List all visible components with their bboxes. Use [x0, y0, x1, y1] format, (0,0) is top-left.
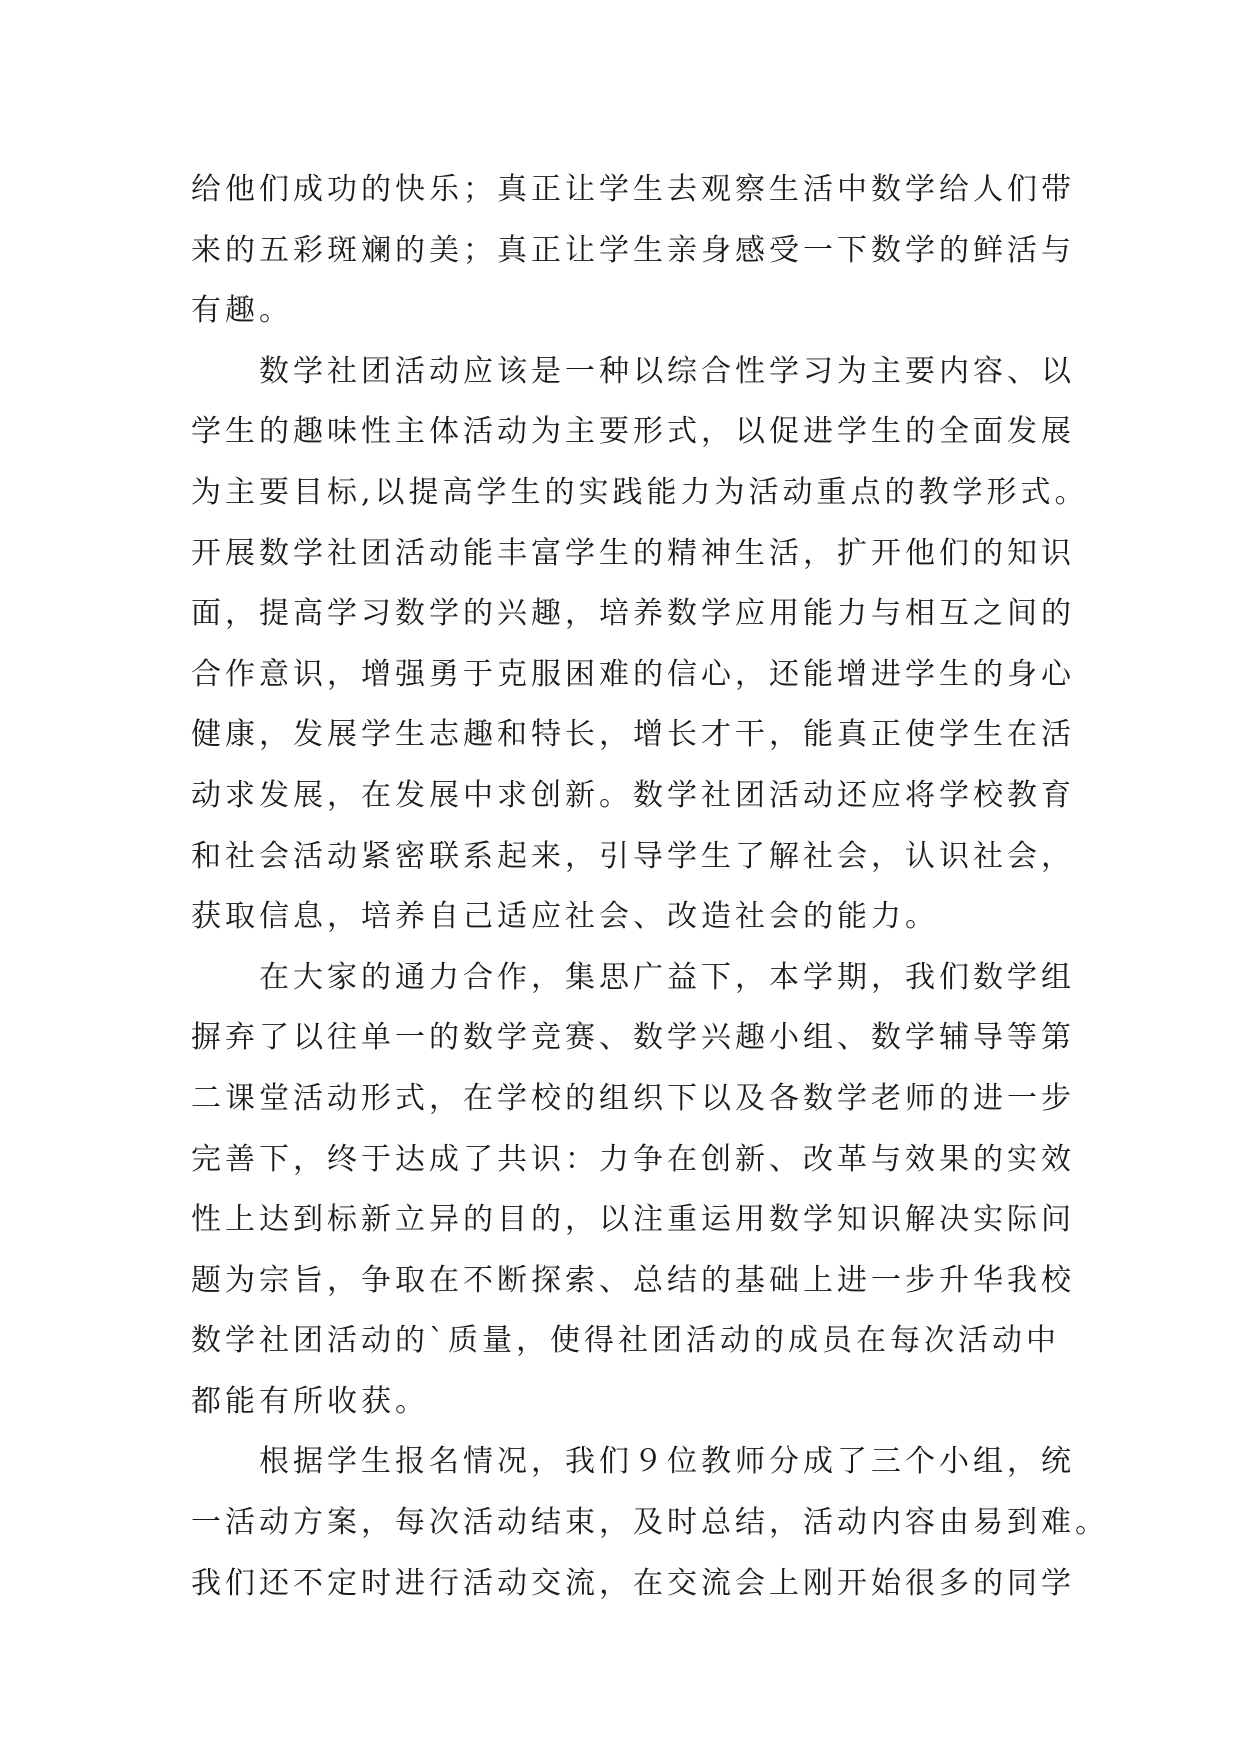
text-line: 动求发展，在发展中求创新。数学社团活动还应将学校教育 [191, 777, 1075, 813]
text-line: 开展数学社团活动能丰富学生的精神生活，扩开他们的知识 [191, 535, 1075, 571]
text-line: 合作意识，增强勇于克服困难的信心，还能增进学生的身心 [191, 656, 1075, 692]
text-line: 完善下，终于达成了共识：力争在创新、改革与效果的实效 [191, 1141, 1075, 1177]
text-line: 题为宗旨，争取在不断探索、总结的基础上进一步升华我校 [191, 1262, 1075, 1298]
text-line: 有趣。 [191, 293, 293, 329]
text-line: 数学社团活动应该是一种以综合性学习为主要内容、以 [191, 353, 1075, 389]
text-line: 学生的趣味性主体活动为主要形式，以促进学生的全面发展 [191, 414, 1075, 450]
body-text [191, 160, 1109, 1614]
text-line: 给他们成功的快乐；真正让学生去观察生活中数学给人们带 [191, 172, 1075, 207]
text-line: 为主要目标,以提高学生的实践能力为活动重点的教学形式。 [191, 474, 1089, 510]
text-line: 数学社团活动的`质量，使得社团活动的成员在每次活动中 [191, 1323, 1060, 1359]
text-line: 一活动方案，每次活动结束，及时总结，活动内容由易到难。 [191, 1505, 1109, 1541]
text-line: 健康，发展学生志趣和特长，增长才干，能真正使学生在活 [191, 717, 1075, 753]
text-line: 我们还不定时进行活动交流，在交流会上刚开始很多的同学 [191, 1565, 1075, 1601]
text-line: 摒弃了以往单一的数学竞赛、数学兴趣小组、数学辅导等第 [191, 1020, 1075, 1056]
text-line: 和社会活动紧密联系起来，引导学生了解社会，认识社会， [191, 838, 1075, 874]
text-line: 来的五彩斑斓的美；真正让学生亲身感受一下数学的鲜活与 [191, 232, 1075, 268]
text-line: 二课堂活动形式，在学校的组织下以及各数学老师的进一步 [191, 1080, 1075, 1116]
text-line: 获取信息，培养自己适应社会、改造社会的能力。 [191, 899, 939, 935]
text-line: 根据学生报名情况，我们９位教师分成了三个小组，统 [191, 1444, 1075, 1480]
text-line: 都能有所收获。 [191, 1383, 429, 1419]
text-line: 在大家的通力合作，集思广益下，本学期，我们数学组 [191, 959, 1075, 995]
text-line: 性上达到标新立异的目的，以注重运用数学知识解决实际问 [191, 1202, 1075, 1238]
text-line: 面，提高学习数学的兴趣，培养数学应用能力与相互之间的 [191, 596, 1075, 632]
